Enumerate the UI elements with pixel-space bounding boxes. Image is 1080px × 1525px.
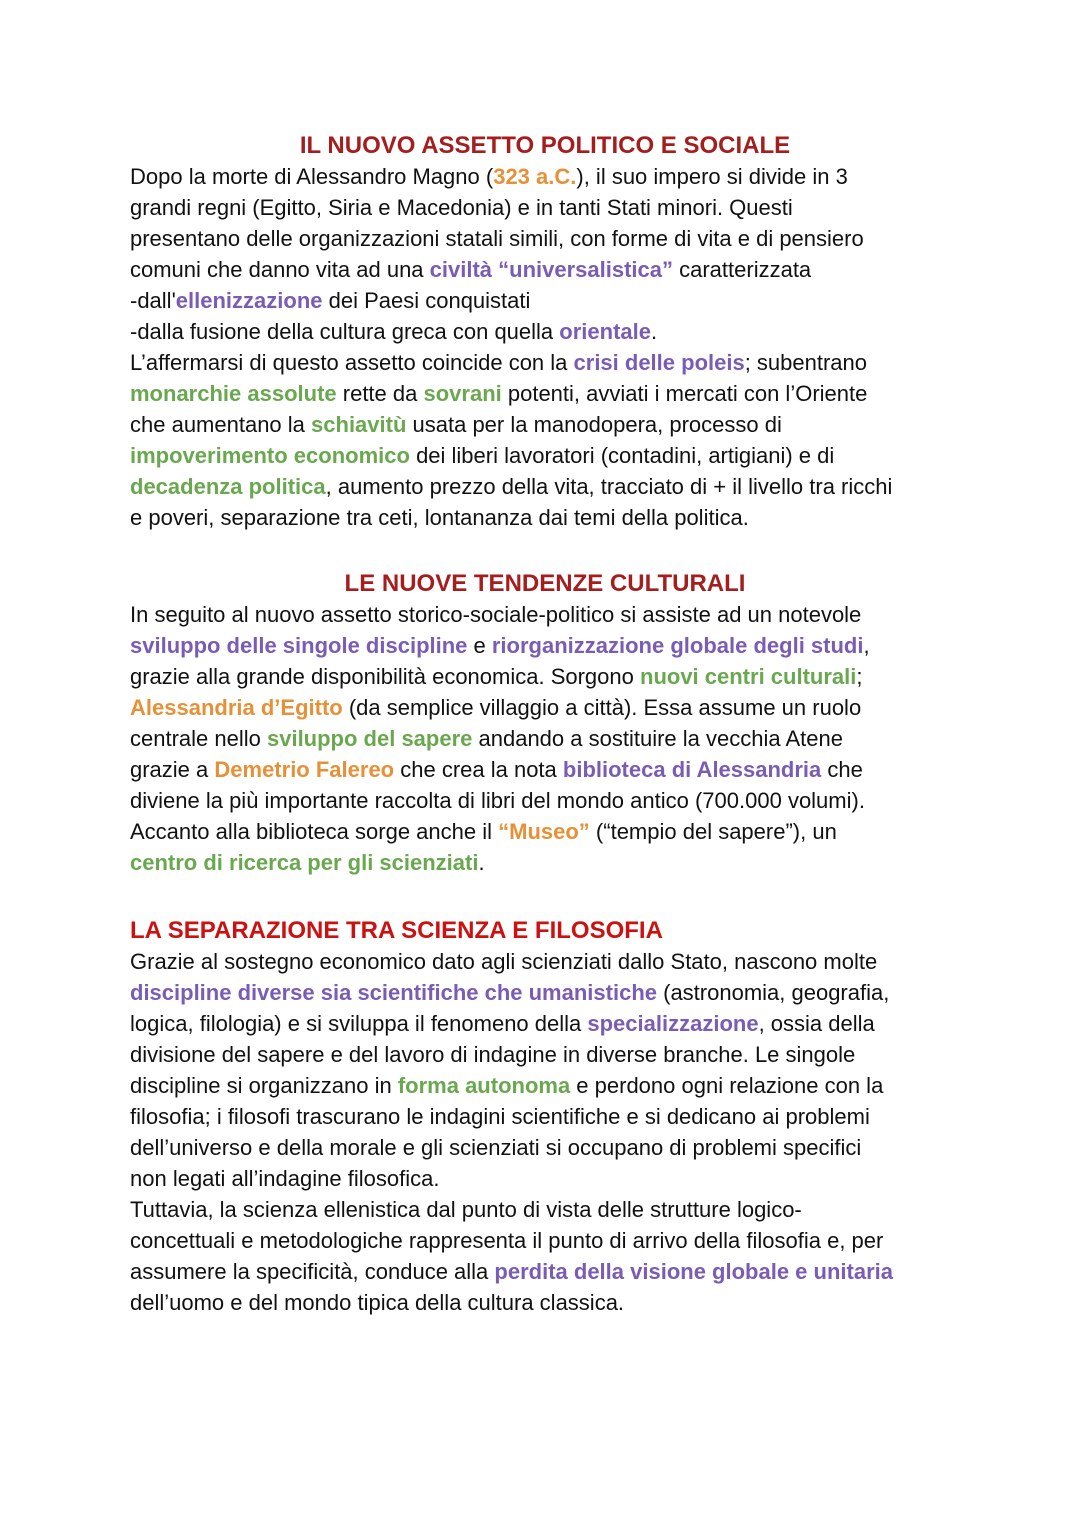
text-segment: rette da bbox=[336, 381, 424, 406]
text-segment: Accanto alla biblioteca sorge anche il bbox=[130, 819, 499, 844]
text-segment: dei Paesi conquistati bbox=[322, 288, 531, 313]
section-heading: LA SEPARAZIONE TRA SCIENZA E FILOSOFIA bbox=[130, 917, 663, 944]
text-line bbox=[130, 223, 970, 254]
text-line bbox=[130, 692, 970, 723]
highlighted-term: sviluppo delle singole discipline bbox=[130, 633, 468, 658]
highlighted-term: sovrani bbox=[423, 381, 502, 406]
text-segment: centrale nello bbox=[130, 726, 267, 751]
text-line bbox=[130, 1194, 970, 1225]
text-segment: diviene la più importante raccolta di libri del mondo antico (700.000 volumi). bbox=[130, 788, 865, 813]
text-segment: (“tempio del sapere”), un bbox=[589, 819, 837, 844]
text-line bbox=[130, 347, 970, 378]
highlighted-term: Alessandria d’Egitto bbox=[130, 695, 343, 720]
text-segment: presentano delle organizzazioni statali simili, con forme di vita e di pensiero bbox=[130, 226, 864, 251]
text-line bbox=[130, 661, 970, 692]
text-segment: dell’universo e della morale e gli scienziati si occupano di problemi specifici bbox=[130, 1135, 862, 1160]
text-segment: dell’uomo e del mondo tipica della cultura classica. bbox=[130, 1290, 625, 1315]
highlighted-term: riorganizzazione globale degli studi bbox=[491, 633, 864, 658]
text-line bbox=[130, 1256, 970, 1287]
highlighted-term: discipline diverse sia scientifiche che umanistiche bbox=[130, 980, 657, 1005]
text-segment: -dall' bbox=[130, 288, 176, 313]
text-segment: non legati all’indagine filosofica. bbox=[130, 1166, 440, 1191]
highlighted-term: biblioteca di Alessandria bbox=[562, 757, 822, 782]
highlighted-term: impoverimento economico bbox=[130, 443, 410, 468]
text-segment: potenti, avviati i mercati con l’Oriente bbox=[501, 381, 868, 406]
text-line bbox=[130, 1008, 970, 1039]
text-segment: grazie a bbox=[130, 757, 215, 782]
text-segment: concettuali e metodologiche rappresenta il punto di arrivo della filosofia e, per bbox=[130, 1228, 884, 1253]
highlighted-term: Demetrio Falereo bbox=[214, 757, 395, 782]
text-line bbox=[130, 946, 970, 977]
text-segment: comuni che danno vita ad una bbox=[130, 257, 430, 282]
text-segment: , aumento prezzo della vita, tracciato di + il livello tra ricchi bbox=[325, 474, 893, 499]
highlighted-term: civiltà “universalistica” bbox=[429, 257, 673, 282]
text-segment: grazie alla grande disponibilità economica. Sorgono bbox=[130, 664, 640, 689]
text-segment: logica, filologia) e si sviluppa il fenomeno della bbox=[130, 1011, 588, 1036]
text-segment: (astronomia, geografia, bbox=[657, 980, 890, 1005]
section-body bbox=[130, 599, 970, 878]
highlighted-term: decadenza politica bbox=[130, 474, 326, 499]
section-body bbox=[130, 946, 970, 1318]
section-heading: LE NUOVE TENDENZE CULTURALI bbox=[344, 570, 746, 597]
highlighted-term: nuovi centri culturali bbox=[640, 664, 857, 689]
text-segment: caratterizzata bbox=[673, 257, 812, 282]
text-segment: ), il suo impero si divide in 3 bbox=[576, 164, 848, 189]
text-segment: che bbox=[821, 757, 863, 782]
text-line bbox=[130, 161, 970, 192]
text-segment: e bbox=[467, 633, 492, 658]
text-segment: assumere la specificità, conduce alla bbox=[130, 1259, 495, 1284]
text-line bbox=[130, 977, 970, 1008]
text-line bbox=[130, 1070, 970, 1101]
text-line bbox=[130, 723, 970, 754]
text-segment: ; bbox=[856, 664, 863, 689]
text-segment: e poveri, separazione tra ceti, lontananza dai temi della politica. bbox=[130, 505, 749, 530]
text-segment: Tuttavia, la scienza ellenistica dal punto di vista delle strutture logico- bbox=[130, 1197, 802, 1222]
text-segment: (da semplice villaggio a città). Essa assume un ruolo bbox=[342, 695, 862, 720]
text-segment: . bbox=[478, 850, 485, 875]
highlighted-term: monarchie assolute bbox=[130, 381, 337, 406]
highlighted-term: orientale bbox=[559, 319, 651, 344]
highlighted-term: forma autonoma bbox=[397, 1073, 571, 1098]
text-line bbox=[130, 1287, 970, 1318]
text-line bbox=[130, 192, 970, 223]
section-body bbox=[130, 161, 970, 533]
text-segment: Grazie al sostegno economico dato agli scienziati dallo Stato, nascono molte bbox=[130, 949, 878, 974]
text-segment: dei liberi lavoratori (contadini, artigiani) e di bbox=[409, 443, 835, 468]
text-line bbox=[130, 316, 970, 347]
highlighted-term: 323 a.C. bbox=[493, 164, 577, 189]
text-line bbox=[130, 378, 970, 409]
text-line bbox=[130, 1132, 970, 1163]
text-segment: che crea la nota bbox=[394, 757, 563, 782]
text-segment: -dalla fusione della cultura greca con quella bbox=[130, 319, 560, 344]
text-segment: usata per la manodopera, processo di bbox=[406, 412, 782, 437]
text-segment: . bbox=[650, 319, 658, 344]
text-line bbox=[130, 1101, 970, 1132]
text-segment: Dopo la morte di Alessandro Magno ( bbox=[130, 164, 494, 189]
text-segment: ; subentrano bbox=[744, 350, 868, 375]
text-line bbox=[130, 409, 970, 440]
text-line bbox=[130, 754, 970, 785]
text-segment: e perdono ogni relazione con la bbox=[570, 1073, 884, 1098]
text-line bbox=[130, 785, 970, 816]
text-segment: L’affermarsi di questo assetto coincide con la bbox=[130, 350, 574, 375]
highlighted-term: ellenizzazione bbox=[175, 288, 323, 313]
text-segment: filosofia; i filosofi trascurano le indagini scientifiche e si dedicano ai problemi bbox=[130, 1104, 870, 1129]
text-segment: , bbox=[863, 633, 870, 658]
text-segment: che aumentano la bbox=[130, 412, 312, 437]
highlighted-term: “Museo” bbox=[498, 819, 590, 844]
text-line bbox=[130, 254, 970, 285]
text-line bbox=[130, 599, 970, 630]
text-line bbox=[130, 816, 970, 847]
section-heading: IL NUOVO ASSETTO POLITICO E SOCIALE bbox=[299, 132, 791, 159]
highlighted-term: crisi delle poleis bbox=[573, 350, 745, 375]
text-line bbox=[130, 1039, 970, 1070]
text-segment: discipline si organizzano in bbox=[130, 1073, 398, 1098]
text-line bbox=[130, 847, 970, 878]
text-segment: , ossia della bbox=[758, 1011, 875, 1036]
highlighted-term: centro di ricerca per gli scienziati bbox=[130, 850, 479, 875]
section-cultural-trends bbox=[130, 568, 970, 878]
text-line bbox=[130, 1163, 970, 1194]
highlighted-term: specializzazione bbox=[587, 1011, 759, 1036]
text-segment: In seguito al nuovo assetto storico-sociale-politico si assiste ad un notevole bbox=[130, 602, 862, 627]
text-segment: divisione del sapere e del lavoro di indagine in diverse branche. Le singole bbox=[130, 1042, 856, 1067]
highlighted-term: perdita della visione globale e unitaria bbox=[494, 1259, 893, 1284]
text-segment: andando a sostituire la vecchia Atene bbox=[472, 726, 843, 751]
highlighted-term: schiavitù bbox=[311, 412, 407, 437]
text-line bbox=[130, 440, 970, 471]
section-science-philosophy bbox=[130, 915, 970, 1318]
text-segment: grandi regni (Egitto, Siria e Macedonia) e in tanti Stati minori. Questi bbox=[130, 195, 793, 220]
text-line bbox=[130, 285, 970, 316]
text-line bbox=[130, 630, 970, 661]
section-political-social bbox=[130, 130, 970, 533]
text-line bbox=[130, 1225, 970, 1256]
highlighted-term: sviluppo del sapere bbox=[266, 726, 473, 751]
text-line bbox=[130, 502, 970, 533]
text-line bbox=[130, 471, 970, 502]
